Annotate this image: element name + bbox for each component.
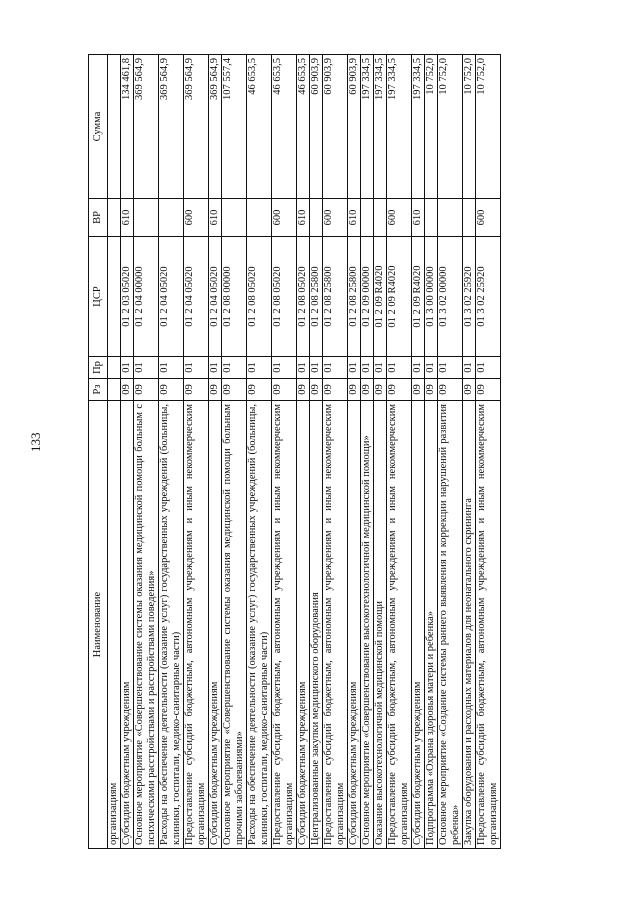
table-header-row — [89, 55, 108, 849]
cell-csr: 01 2 09 R4020 — [412, 237, 425, 357]
cell-rz: 09 — [425, 379, 438, 401]
cell-name: Подпрограмма «Охрана здоровья матери и ребенка» — [425, 401, 438, 849]
cell-vr — [374, 199, 387, 237]
cell-name: Предоставление субсидий бюджетным, автономным учреждениям и иным некоммерческим организациям — [323, 401, 348, 849]
cell-csr: 01 2 04 00000 — [134, 237, 159, 357]
cell-sum: 10 752,0 — [425, 55, 438, 199]
table-row — [438, 55, 463, 849]
table-row — [121, 55, 134, 849]
table-row — [297, 55, 310, 849]
cell-name: Расходы на обеспечение деятельности (оказание услуг) государственных учреждений (больницы, клиники, госпитали, медико-санитарные части) — [247, 401, 272, 849]
cell-vr — [310, 199, 323, 237]
cell-pr: 01 — [387, 357, 412, 379]
cell-sum: 197 334,5 — [412, 55, 425, 199]
header-sum: Сумма — [89, 55, 108, 199]
cell-name: Предоставление субсидий бюджетным, автономным учреждениям и иным некоммерческим организациям — [184, 401, 209, 849]
cell-csr: 01 3 02 25920 — [463, 237, 476, 357]
cell-vr: 610 — [121, 199, 134, 237]
cell-csr — [108, 237, 121, 357]
table-row — [323, 55, 348, 849]
cell-vr — [159, 199, 184, 237]
cell-pr: 01 — [247, 357, 272, 379]
cell-sum: 369 564,9 — [209, 55, 222, 199]
cell-csr: 01 3 02 25920 — [476, 237, 501, 357]
cell-vr: 610 — [209, 199, 222, 237]
cell-csr: 01 2 04 05020 — [209, 237, 222, 357]
cell-csr: 01 2 09 R4020 — [374, 237, 387, 357]
table-row — [108, 55, 121, 849]
cell-sum — [108, 55, 121, 199]
cell-pr: 01 — [348, 357, 361, 379]
cell-sum: 107 557,4 — [222, 55, 247, 199]
cell-name: организациям — [108, 401, 121, 849]
table-row — [272, 55, 297, 849]
cell-vr — [247, 199, 272, 237]
cell-rz: 09 — [348, 379, 361, 401]
cell-csr: 01 2 03 05020 — [121, 237, 134, 357]
cell-csr: 01 2 08 25800 — [310, 237, 323, 357]
cell-csr: 01 2 08 05020 — [247, 237, 272, 357]
cell-pr: 01 — [297, 357, 310, 379]
table-row — [387, 55, 412, 849]
cell-sum: 10 752,0 — [476, 55, 501, 199]
cell-sum: 10 752,0 — [438, 55, 463, 199]
cell-vr — [361, 199, 374, 237]
cell-sum: 10 752,0 — [463, 55, 476, 199]
table-row — [184, 55, 209, 849]
cell-vr — [222, 199, 247, 237]
cell-pr: 01 — [412, 357, 425, 379]
table-row — [463, 55, 476, 849]
cell-pr: 01 — [134, 357, 159, 379]
cell-rz: 09 — [272, 379, 297, 401]
cell-rz: 09 — [121, 379, 134, 401]
cell-rz: 09 — [297, 379, 310, 401]
cell-vr — [425, 199, 438, 237]
cell-vr: 600 — [387, 199, 412, 237]
cell-csr: 01 3 00 00000 — [425, 237, 438, 357]
cell-vr — [108, 199, 121, 237]
cell-name: Основное мероприятие «Создание системы раннего выявления и коррекции нарушений развития ребенка» — [438, 401, 463, 849]
cell-csr: 01 2 08 05020 — [272, 237, 297, 357]
cell-rz — [108, 379, 121, 401]
cell-vr — [134, 199, 159, 237]
cell-pr: 01 — [425, 357, 438, 379]
header-name: Наименование — [89, 401, 108, 849]
cell-rz: 09 — [361, 379, 374, 401]
cell-rz: 09 — [134, 379, 159, 401]
cell-sum: 197 334,5 — [374, 55, 387, 199]
table-row — [374, 55, 387, 849]
table-row — [159, 55, 184, 849]
cell-csr: 01 2 08 05020 — [297, 237, 310, 357]
cell-name: Предоставление субсидий бюджетным, автономным учреждениям и иным некоммерческим организациям — [387, 401, 412, 849]
cell-csr: 01 2 04 05020 — [184, 237, 209, 357]
cell-name: Закупка оборудования и расходных материалов для неонатального скрининга — [463, 401, 476, 849]
cell-csr: 01 2 09 R4020 — [387, 237, 412, 357]
cell-rz: 09 — [159, 379, 184, 401]
rotated-table-container — [88, 55, 566, 849]
cell-vr — [463, 199, 476, 237]
cell-name: Субсидии бюджетным учреждениям — [209, 401, 222, 849]
cell-name: Централизованные закупки медицинского оборудования — [310, 401, 323, 849]
cell-name: Оказание высокотехнологичной медицинской помощи — [374, 401, 387, 849]
cell-name: Субсидии бюджетным учреждениям — [348, 401, 361, 849]
cell-pr: 01 — [310, 357, 323, 379]
budget-table — [88, 54, 501, 849]
cell-vr: 600 — [184, 199, 209, 237]
cell-csr: 01 2 08 25800 — [323, 237, 348, 357]
table-row — [247, 55, 272, 849]
cell-sum: 197 334,5 — [361, 55, 374, 199]
cell-sum: 369 564,9 — [184, 55, 209, 199]
cell-rz: 09 — [310, 379, 323, 401]
header-rz: Рз — [89, 379, 108, 401]
table-body — [108, 55, 501, 849]
cell-csr: 01 2 09 00000 — [361, 237, 374, 357]
cell-sum: 369 564,9 — [159, 55, 184, 199]
cell-vr: 600 — [272, 199, 297, 237]
table-row — [361, 55, 374, 849]
cell-sum: 46 653,5 — [297, 55, 310, 199]
cell-vr: 600 — [476, 199, 501, 237]
cell-pr: 01 — [476, 357, 501, 379]
cell-name: Предоставление субсидий бюджетным, автономным учреждениям и иным некоммерческим организациям — [272, 401, 297, 849]
cell-pr: 01 — [438, 357, 463, 379]
cell-sum: 60 903,9 — [310, 55, 323, 199]
table-row — [310, 55, 323, 849]
cell-name: Основное мероприятие «Совершенствование системы оказания медицинской помощи больным прочими заболеваниями» — [222, 401, 247, 849]
table-row — [209, 55, 222, 849]
cell-pr: 01 — [121, 357, 134, 379]
cell-sum: 46 653,5 — [247, 55, 272, 199]
cell-sum: 46 653,5 — [272, 55, 297, 199]
cell-rz: 09 — [184, 379, 209, 401]
cell-vr: 610 — [297, 199, 310, 237]
table-row — [412, 55, 425, 849]
cell-rz: 09 — [412, 379, 425, 401]
cell-sum: 369 564,9 — [134, 55, 159, 199]
cell-rz: 09 — [323, 379, 348, 401]
cell-name: Субсидии бюджетным учреждениям — [297, 401, 310, 849]
cell-name: Предоставление субсидий бюджетным, автономным учреждениям и иным некоммерческим организациям — [476, 401, 501, 849]
cell-csr: 01 2 08 25800 — [348, 237, 361, 357]
cell-csr: 01 2 04 05020 — [159, 237, 184, 357]
header-pr: Пр — [89, 357, 108, 379]
cell-pr: 01 — [272, 357, 297, 379]
cell-sum: 197 334,5 — [387, 55, 412, 199]
cell-rz: 09 — [463, 379, 476, 401]
cell-vr: 610 — [348, 199, 361, 237]
cell-sum: 134 461,8 — [121, 55, 134, 199]
cell-csr: 01 2 08 00000 — [222, 237, 247, 357]
cell-name: Расходы на обеспечение деятельности (оказание услуг) государственных учреждений (больницы, клиники, госпитали, медико-санитарные части) — [159, 401, 184, 849]
cell-pr: 01 — [374, 357, 387, 379]
cell-rz: 09 — [387, 379, 412, 401]
cell-pr: 01 — [209, 357, 222, 379]
cell-pr: 01 — [222, 357, 247, 379]
cell-csr: 01 3 02 00000 — [438, 237, 463, 357]
cell-pr: 01 — [323, 357, 348, 379]
header-csr: ЦСР — [89, 237, 108, 357]
cell-rz: 09 — [438, 379, 463, 401]
cell-rz: 09 — [222, 379, 247, 401]
cell-name: Субсидии бюджетным учреждениям — [412, 401, 425, 849]
page-number: 133 — [28, 432, 43, 452]
cell-name: Субсидии бюджетным учреждениям — [121, 401, 134, 849]
cell-pr: 01 — [184, 357, 209, 379]
cell-pr — [108, 357, 121, 379]
cell-rz: 09 — [476, 379, 501, 401]
cell-pr: 01 — [159, 357, 184, 379]
cell-vr: 600 — [323, 199, 348, 237]
cell-vr: 610 — [412, 199, 425, 237]
table-row — [348, 55, 361, 849]
cell-rz: 09 — [374, 379, 387, 401]
table-row — [476, 55, 501, 849]
table-row — [134, 55, 159, 849]
cell-sum: 60 903,9 — [348, 55, 361, 199]
cell-rz: 09 — [209, 379, 222, 401]
table-row — [425, 55, 438, 849]
cell-vr — [438, 199, 463, 237]
table-row — [222, 55, 247, 849]
cell-pr: 01 — [463, 357, 476, 379]
cell-name: Основное мероприятие «Совершенствование системы оказания медицинской помощи больным с психическими расстройствами и расстройствами поведения» — [134, 401, 159, 849]
cell-rz: 09 — [247, 379, 272, 401]
header-vr: ВР — [89, 199, 108, 237]
cell-sum: 60 903,9 — [323, 55, 348, 199]
cell-pr: 01 — [361, 357, 374, 379]
cell-name: Основное мероприятие «Совершенствование высокотехнологичной медицинской помощи» — [361, 401, 374, 849]
